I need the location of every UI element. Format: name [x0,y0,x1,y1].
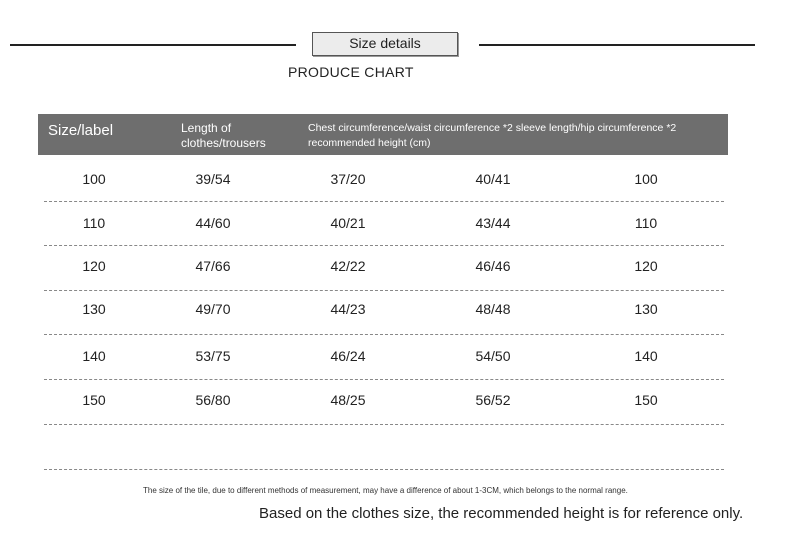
height-note: Based on the clothes size, the recommended height is for reference only. [259,505,744,522]
table-row [44,215,724,259]
cell-height: 150 [634,392,658,408]
cell-chest-waist: 46/24 [330,348,366,364]
cell-length: 39/54 [195,171,231,187]
table-row [44,171,724,215]
row-divider [44,245,724,246]
table-row [44,258,724,302]
cell-sleeve-hip: 40/41 [475,171,511,187]
cell-size: 150 [82,392,106,408]
divider-left [10,44,296,46]
cell-size: 120 [82,258,106,274]
cell-length: 44/60 [195,215,231,231]
cell-sleeve-hip: 46/46 [475,258,511,274]
row-divider [44,469,724,470]
header-measurements: Chest circumference/waist circumference *2 sleeve length/hip circumference *2 recommended height (cm) [308,122,677,149]
cell-chest-waist: 44/23 [330,301,366,317]
header-length: Length of clothes/trousers [181,121,266,150]
table-row [44,392,724,436]
cell-sleeve-hip: 54/50 [475,348,511,364]
cell-chest-waist: 37/20 [330,171,366,187]
cell-sleeve-hip: 56/52 [475,392,511,408]
cell-size: 100 [82,171,106,187]
cell-height: 120 [634,258,658,274]
cell-size: 140 [82,348,106,364]
row-divider [44,290,724,291]
measurement-note: The size of the tile, due to different methods of measurement, may have a difference of about 1-3CM, which belongs to the normal range. [143,486,628,495]
cell-chest-waist: 40/21 [330,215,366,231]
table-row [44,301,724,345]
table-row [44,348,724,392]
cell-chest-waist: 48/25 [330,392,366,408]
cell-length: 53/75 [195,348,231,364]
cell-size: 110 [82,215,106,231]
cell-length: 49/70 [195,301,231,317]
header-size-label: Size/label [48,122,114,139]
cell-height: 140 [634,348,658,364]
cell-length: 56/80 [195,392,231,408]
row-divider [44,201,724,202]
row-divider [44,424,724,425]
cell-chest-waist: 42/22 [330,258,366,274]
cell-height: 110 [634,215,658,231]
cell-height: 100 [634,171,658,187]
cell-size: 130 [82,301,106,317]
cell-height: 130 [634,301,658,317]
row-divider [44,334,724,335]
cell-sleeve-hip: 48/48 [475,301,511,317]
cell-sleeve-hip: 43/44 [475,215,511,231]
table-header [38,114,728,155]
row-divider [44,379,724,380]
section-title: Size details [312,32,458,56]
cell-length: 47/66 [195,258,231,274]
chart-subtitle: PRODUCE CHART [288,64,414,80]
divider-right [479,44,755,46]
